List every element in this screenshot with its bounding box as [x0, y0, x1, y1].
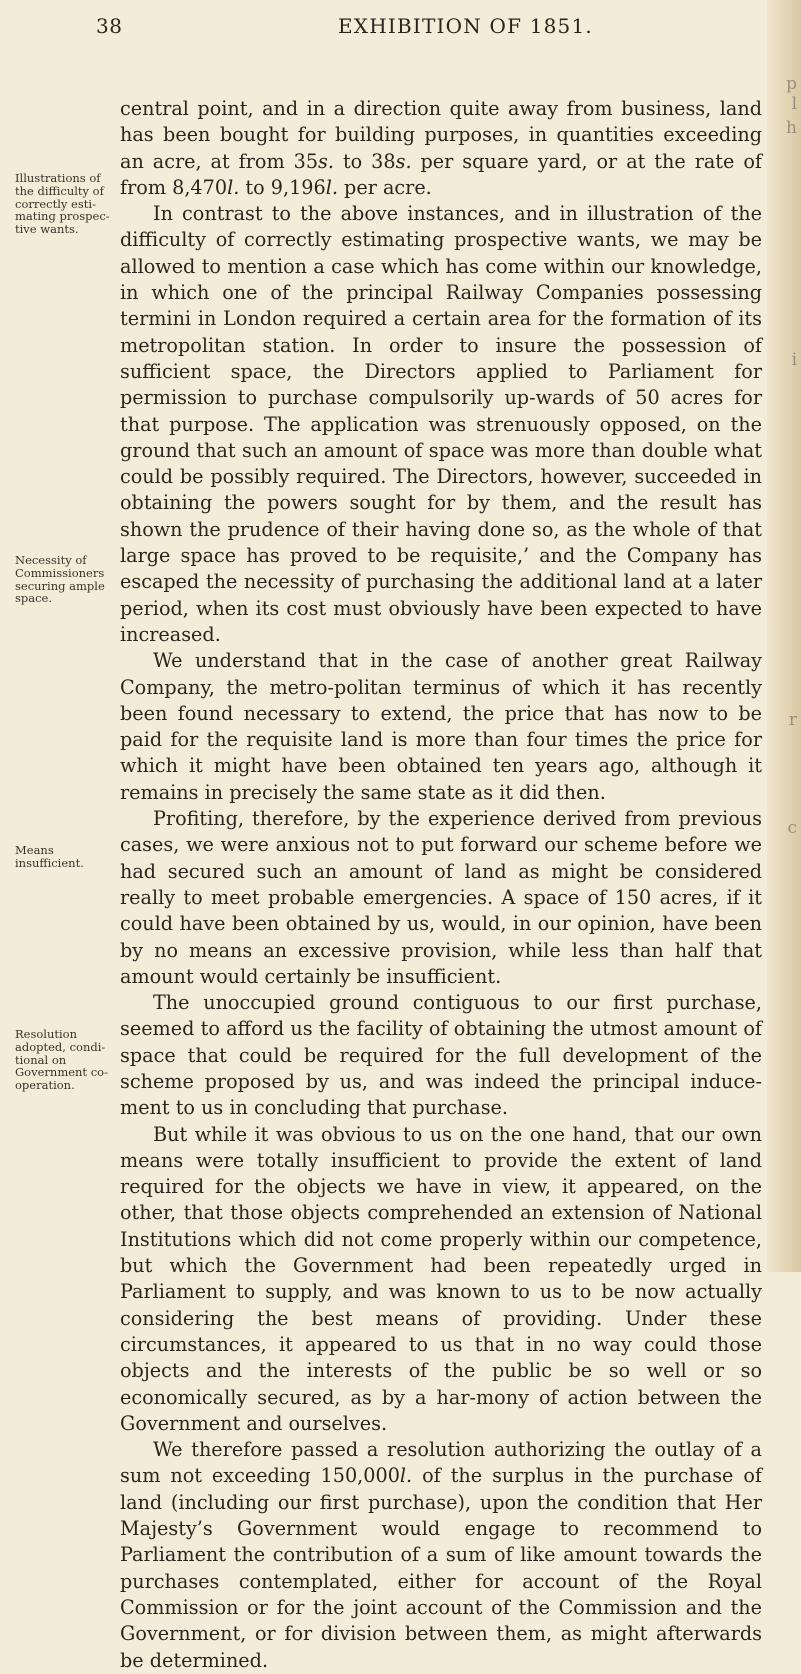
text-run-italic: s.: [318, 149, 334, 173]
sidenote-means: Means insufficient.: [15, 843, 84, 870]
text-run: per acre.: [337, 175, 432, 199]
sidenote-necessity: Necessity of Commissioners securing ample space.: [15, 553, 105, 606]
paragraph: [120, 990, 762, 1121]
paragraph: [120, 806, 762, 990]
paragraph: [120, 201, 762, 648]
sidenote-illustrations: Illustrations of the difficulty of correctly esti- mating prospec- tive wants.: [15, 171, 110, 237]
running-title: EXHIBITION OF 1851.: [338, 14, 593, 38]
paragraph: [120, 648, 762, 806]
text-run: We understand that in the case of another great Railway Company, the metro-politan terminus of which it has recently been found necessary to extend, the price that has now to be paid for the requisite land is more than four times the price for which it might have been obtained ten years ago, although it remains in precisely the same state as it did then.: [120, 649, 762, 804]
text-run-italic: l.: [227, 175, 240, 199]
text-run: of the surplus in the purchase of land (including our first purchase), upon the condition that Her Majesty’s Government would engage to recommend to Parliament the contribution of a sum of like amount towards the purchases contemplated, either for account of the Royal Commission or for the joint account of the Commission and the Government, or for division between them, as might afterwards be determined.: [120, 1464, 762, 1672]
page-number: 38: [96, 14, 123, 38]
text-run: to 9,196: [239, 175, 326, 199]
text-run: central point, and in a direction quite away from business, land has been bought for building purposes, in quantities exceeding an acre, at from 35: [120, 97, 762, 173]
text-run-italic: l.: [325, 175, 338, 199]
text-run-italic: s.: [395, 149, 412, 173]
sidenote-resolution: Resolution adopted, condi- tional on Government co-operation.: [15, 1027, 108, 1093]
body-text: [120, 96, 762, 1674]
text-run: to 38: [334, 149, 396, 173]
text-run-italic: l.: [399, 1464, 413, 1488]
paragraph: [120, 1122, 762, 1438]
page-header: [0, 14, 801, 44]
text-run: In contrast to the above instances, and in illustration of the difficulty of correctly estimating prospective wants, we may be allowed to mention a case which has come within our knowledge, in which one of the principal Railway Companies possessing termini in London required a certain area for the formation of its metropolitan station. In order to insure the possession of sufficient space, the Directors applied to Parliament for permission to purchase compulsorily up-wards of 50 acres for that purpose. The application was strenuously opposed, on the ground that such an amount of space was more than double what could be possibly required. The Directors, however, succeeded in obtaining the powers sought for by them, and the result has shown the prudence of their having done so, as the whole of that large space has proved to be requisite,’ and the Company has escaped the necessity of purchasing the additional land at a later period, when its cost must obviously have been expected to have increased.: [120, 202, 762, 646]
text-run: But while it was obvious to us on the one hand, that our own means were totally insufficient to provide the extent of land required for the objects we have in view, it appeared, on the other, that those objects comprehended an extension of National Institutions which did not come properly within our competence, but which the Government had been repeatedly urged in Parliament to supply, and was known to us to be now actually considering the best means of providing. Under these circumstances, it appeared to us that in no way could those objects and the interests of the public be so well or so economically secured, as by a har-mony of action between the Government and ourselves.: [120, 1122, 762, 1435]
text-run: We therefore passed a resolution authorizing the outlay of a sum not exceeding 150,000: [120, 1438, 762, 1488]
text-run: The unoccupied ground contiguous to our first purchase, seemed to afford us the facility of obtaining the utmost amount of space that could be required for the full development of the scheme proposed by us, and was indeed the principal induce-ment to us in concluding that purchase.: [120, 991, 762, 1120]
facing-page-edge: p l h i r c: [767, 0, 801, 1272]
paragraph: [120, 1437, 762, 1674]
paragraph: [120, 96, 762, 201]
text-run: per square yard, or at the rate of from 8,470: [120, 149, 762, 199]
text-run: Profiting, therefore, by the experience derived from previous cases, we were anxious not to put forward our scheme before we had secured such an amount of land as might be considered really to meet probable emergencies. A space of 150 acres, if it could have been obtained by us, would, in our opinion, have been by no means an excessive provision, while less than half that amount would certainly be insufficient.: [120, 807, 762, 988]
